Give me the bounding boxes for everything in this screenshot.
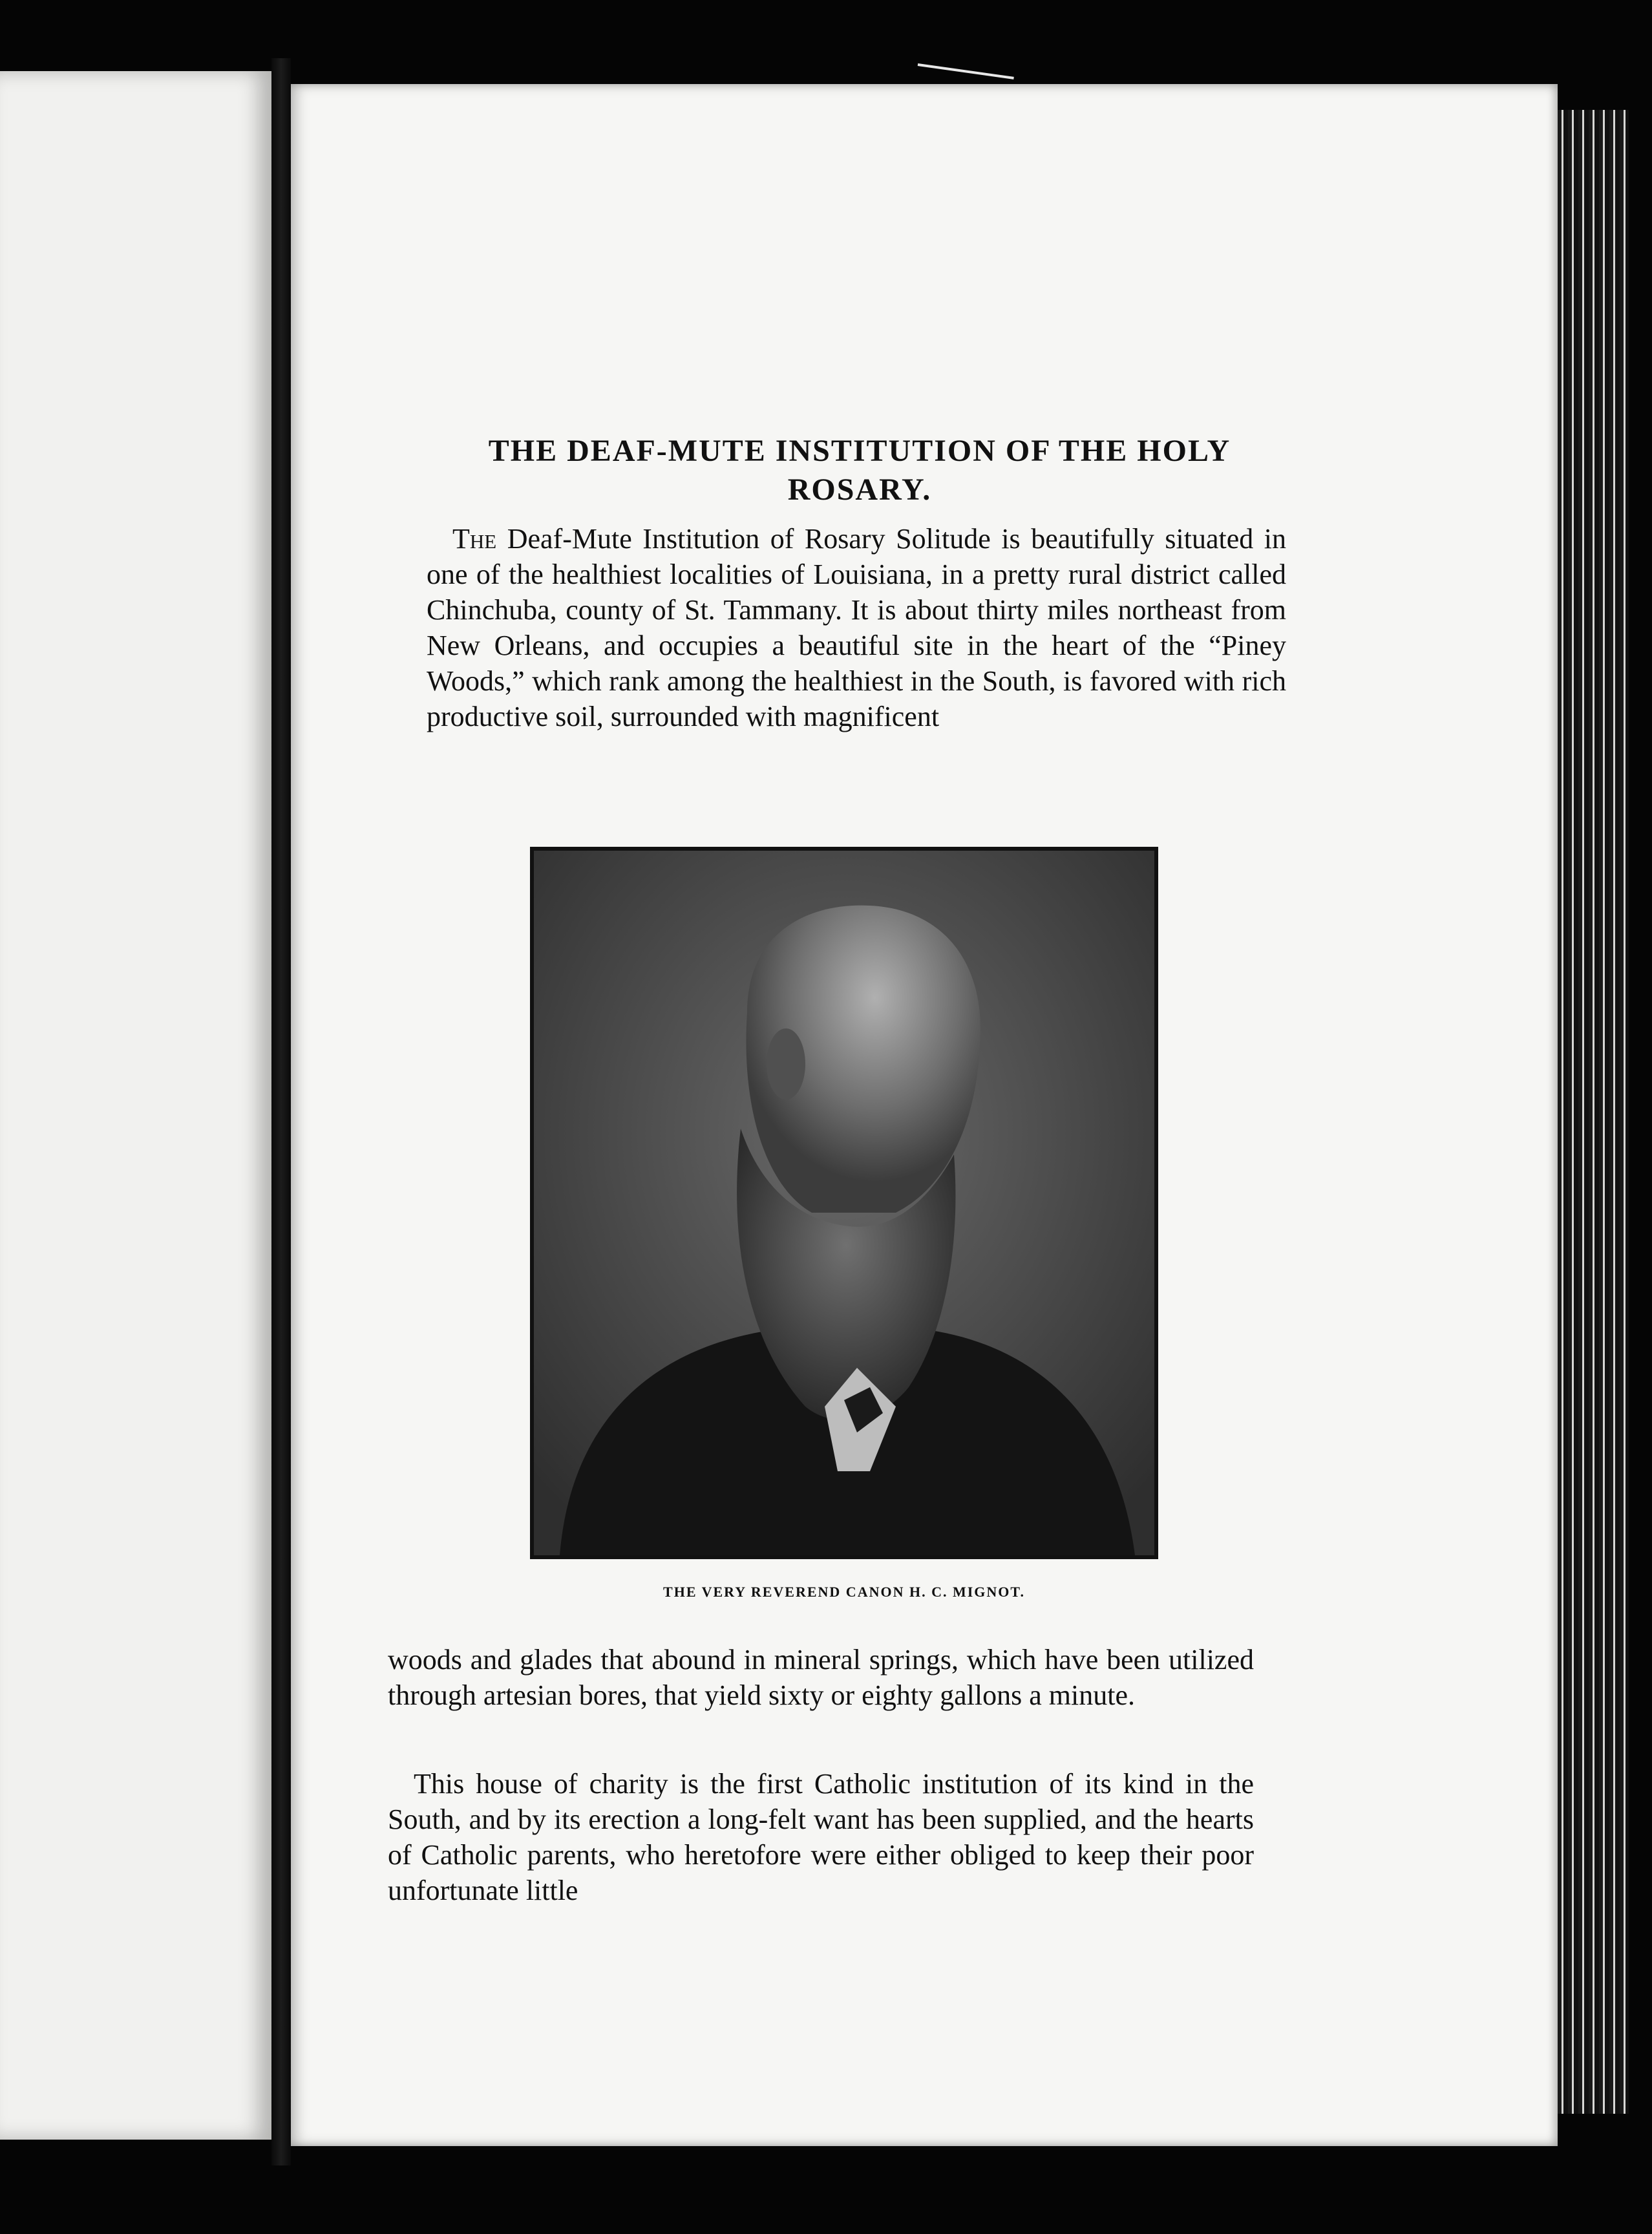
- scan-scratch: [918, 63, 1014, 80]
- paragraph-2: woods and glades that abound in mineral springs, which have been utilized through artesian bores, that yield sixty or eighty gallons a minute.: [388, 1644, 1254, 1711]
- page-edges: [1558, 110, 1629, 2114]
- left-page: [0, 71, 275, 2140]
- paragraph-1: [427, 521, 1286, 734]
- portrait-photo: [530, 847, 1158, 1559]
- paragraph-1-lead: The: [452, 523, 497, 555]
- paragraph-3: This house of charity is the first Catholic institution of its kind in the South, and by its erection a long-felt want has been supplied, and the hearts of Catholic parents, who heretofore were either obliged to keep their poor unfortunate little: [388, 1768, 1254, 1906]
- book-spine: [271, 58, 291, 2165]
- portrait-image: [534, 851, 1154, 1555]
- paragraph-1-text: Deaf-Mute Institution of Rosary Solitude is beautifully situated in one of the healthiest localities of Louisiana, in a pretty rural district called Chinchuba, county of St. Tammany. It is about thirty miles northeast from New Orleans, and occupies a beautiful site in the heart of the “Piney Woods,” which rank among the healthiest in the South, is favored with rich productive soil, surrounded with magnificent: [427, 523, 1286, 732]
- portrait-caption: THE VERY REVEREND CANON H. C. MIGNOT.: [663, 1584, 1025, 1600]
- article-title: THE DEAF-MUTE INSTITUTION OF THE HOLY ROSARY.: [488, 434, 1231, 507]
